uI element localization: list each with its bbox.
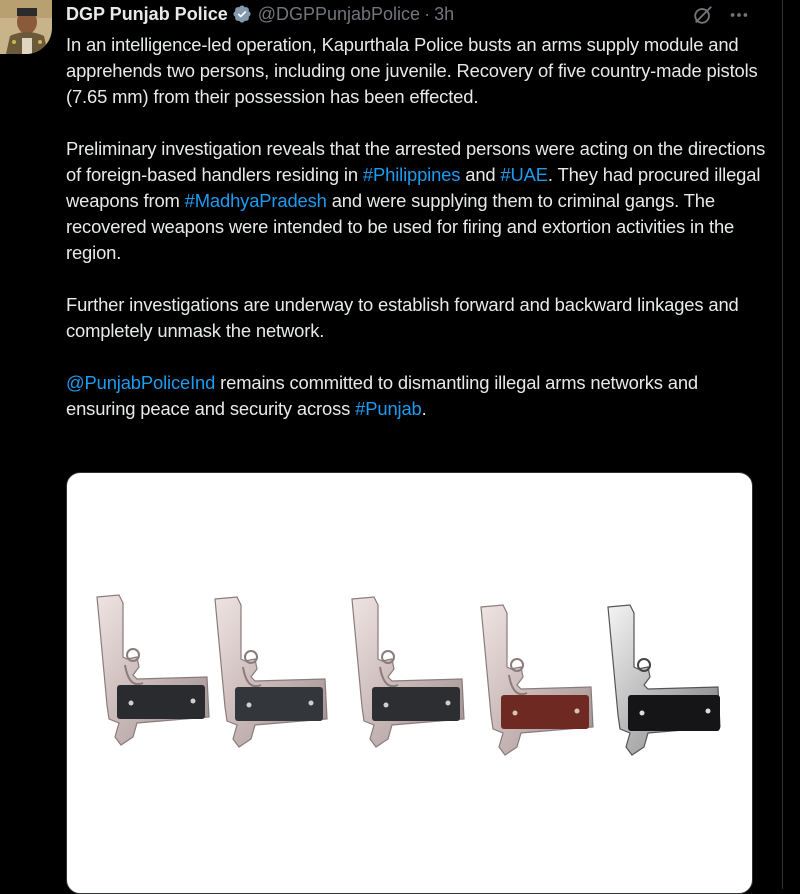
mention-link[interactable]: @PunjabPoliceInd — [66, 372, 216, 393]
text-segment: . They had procured illegal weapons from — [66, 164, 761, 211]
text-segment: . — [421, 398, 427, 419]
tweet-paragraph-1: In an intelligence-led operation, Kapurthala Police busts an arms supply module and apprehends two persons, including one juvenile. Recovery of five country-made pistols (7.65 mm) from their possession has been effected. — [66, 34, 758, 107]
author-handle[interactable]: @DGPPunjabPolice — [257, 3, 421, 24]
avatar[interactable] — [0, 0, 52, 54]
tweet-paragraph-2 — [66, 136, 766, 266]
text-segment: and were supplying them to criminal gangs. The recovered weapons were intended to be used for firing and extortion activities in the region. — [66, 190, 735, 263]
hashtag-philippines-link[interactable]: #Philippines — [362, 164, 461, 185]
hashtag-punjab-link[interactable]: #Punjab — [355, 398, 422, 419]
tweet-header — [66, 2, 454, 26]
text-segment: remains committed to dismantling illegal arms networks and ensuring peace and security across — [66, 372, 698, 419]
tweet-text — [66, 32, 766, 448]
tweet-paragraph-4 — [66, 370, 766, 422]
scroll-track — [782, 0, 783, 889]
avatar-image — [0, 0, 52, 54]
display-name[interactable]: DGP Punjab Police — [66, 3, 228, 24]
verified-badge-icon[interactable] — [232, 4, 252, 24]
grok-icon[interactable] — [692, 4, 714, 26]
scrollbar[interactable] — [772, 0, 800, 889]
separator-dot: · — [424, 3, 431, 24]
text-segment: and — [460, 164, 501, 185]
text-segment: Preliminary investigation reveals that the arrested persons were acting on the directions of foreign-based handlers residing in — [66, 138, 766, 185]
hashtag-uae-link[interactable]: #UAE — [500, 164, 548, 185]
tweet-media-image[interactable] — [66, 472, 753, 894]
tweet-paragraph-3: Further investigations are underway to establish forward and backward linkages and completely unmask the network. — [66, 294, 739, 341]
more-icon[interactable] — [728, 4, 750, 26]
pistols-photo — [67, 473, 752, 893]
hashtag-madhyapradesh-link[interactable]: #MadhyaPradesh — [184, 190, 327, 211]
timestamp[interactable]: 3h — [434, 3, 455, 24]
